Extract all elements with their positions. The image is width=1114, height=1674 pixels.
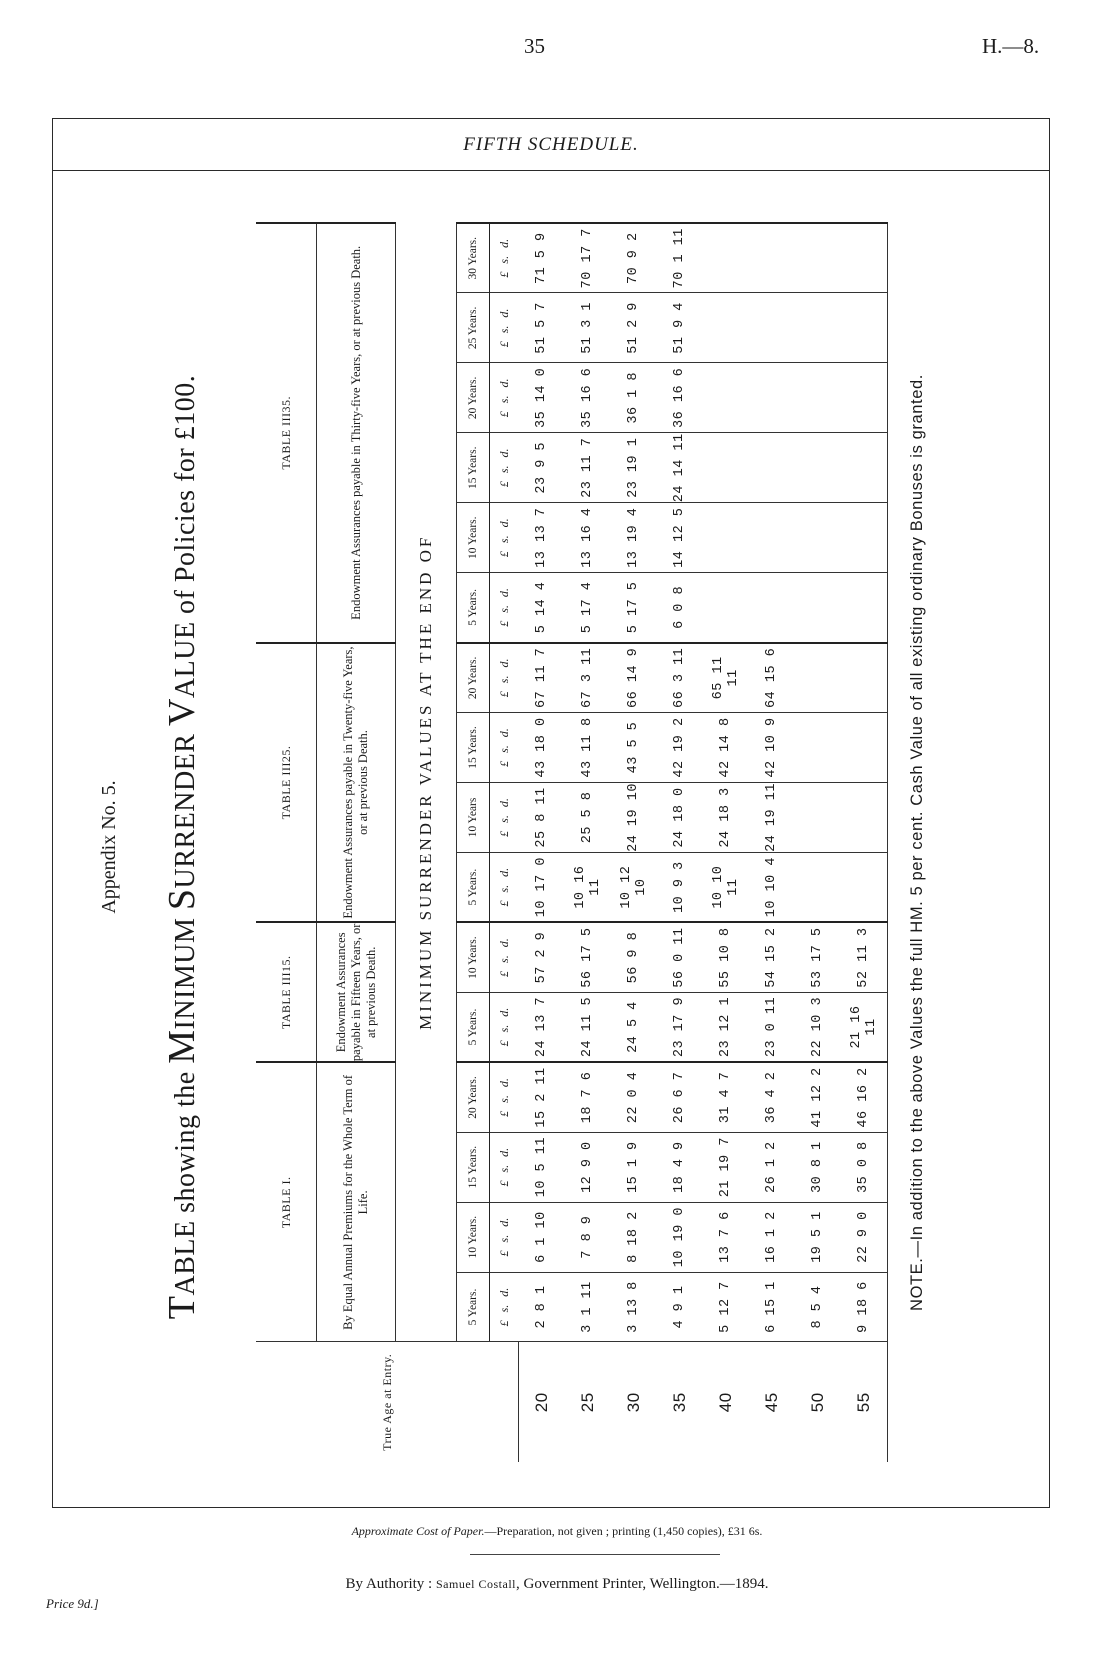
surrender-value: 35 14 0: [518, 363, 565, 433]
surrender-value: [795, 783, 841, 853]
surrender-value: [749, 293, 795, 363]
unit-pound: £: [496, 271, 511, 278]
surrender-value: 51 3 1: [565, 293, 611, 363]
surrender-value: 10 17 0: [518, 852, 565, 922]
unit-shilling: s.: [496, 675, 511, 684]
years-column-header: 20 Years.: [457, 363, 490, 433]
surrender-value: [795, 573, 841, 643]
surrender-value: 56 9 8: [611, 922, 657, 992]
surrender-value: 24 13 7: [518, 992, 565, 1062]
surrender-value: [841, 852, 888, 922]
surrender-value: 25 5 8: [565, 783, 611, 853]
unit-labels: [490, 713, 519, 783]
unit-shilling: s.: [496, 325, 511, 334]
unit-pence: d.: [496, 867, 511, 877]
unit-pound: £: [496, 1320, 511, 1327]
years-column-header: 10 Years.: [457, 922, 490, 992]
surrender-value: 42 19 2: [657, 713, 703, 783]
surrender-value: 10 9 3: [657, 852, 703, 922]
surrender-value: 15 2 11: [518, 1062, 565, 1132]
surrender-value: [841, 293, 888, 363]
unit-labels: [490, 363, 519, 433]
entry-age: 35: [657, 1342, 703, 1462]
surrender-value: 43 11 8: [565, 713, 611, 783]
surrender-value: [841, 363, 888, 433]
surrender-value: 66 3 11: [657, 643, 703, 713]
years-column-header: 20 Years.: [457, 1062, 490, 1132]
table-group-name: TABLE I.: [256, 1062, 317, 1342]
years-column-header: 5 Years.: [457, 992, 490, 1062]
surrender-value: [749, 503, 795, 573]
surrender-value: 51 9 4: [657, 293, 703, 363]
surrender-value: 6 15 1: [749, 1272, 795, 1342]
surrender-value: [749, 223, 795, 293]
surrender-value: [749, 433, 795, 503]
document-code: H.—8.: [982, 34, 1040, 58]
unit-labels: [490, 643, 519, 713]
surrender-value: 70 17 7: [565, 223, 611, 293]
surrender-value: [795, 713, 841, 783]
surrender-value: [703, 573, 749, 643]
surrender-value: [795, 503, 841, 573]
surrender-value: 5 17 5: [611, 573, 657, 643]
unit-pence: d.: [496, 658, 511, 668]
table-row: [749, 223, 795, 1462]
surrender-value: 12 9 0: [565, 1132, 611, 1202]
surrender-value: 13 13 7: [518, 503, 565, 573]
table-group-name: TABLE III35.: [256, 223, 317, 643]
entry-age: 45: [749, 1342, 795, 1462]
unit-pence: d.: [496, 1147, 511, 1157]
surrender-value: [795, 433, 841, 503]
unit-pound: £: [496, 481, 511, 488]
surrender-value: [749, 573, 795, 643]
years-column-header: 25 Years.: [457, 293, 490, 363]
surrender-value: 43 5 5: [611, 713, 657, 783]
appendix-label: Appendix No. 5.: [98, 780, 120, 914]
surrender-value: [841, 223, 888, 293]
surrender-value: 70 9 2: [611, 223, 657, 293]
unit-labels: [490, 573, 519, 643]
surrender-value: 24 5 4: [611, 992, 657, 1062]
surrender-value: 5 14 4: [518, 573, 565, 643]
unit-pence: d.: [496, 798, 511, 808]
unit-pence: d.: [496, 378, 511, 388]
unit-shilling: s.: [496, 395, 511, 404]
surrender-value-table: [256, 222, 948, 1462]
surrender-value: 22 10 3: [795, 992, 841, 1062]
surrender-value: [841, 783, 888, 853]
surrender-value: 21 16 11: [841, 992, 888, 1062]
unit-pence: d.: [496, 308, 511, 318]
surrender-value: 10 16 11: [565, 852, 611, 922]
unit-shilling: s.: [496, 1164, 511, 1173]
surrender-value: 6 0 8: [657, 573, 703, 643]
surrender-value: 71 5 9: [518, 223, 565, 293]
surrender-value: [703, 293, 749, 363]
unit-pence: d.: [496, 1217, 511, 1227]
unit-pence: d.: [496, 1007, 511, 1017]
surrender-value: 16 1 2: [749, 1202, 795, 1272]
surrender-value: 18 4 9: [657, 1132, 703, 1202]
unit-shilling: s.: [496, 1095, 511, 1103]
surrender-value: 2 8 1: [518, 1272, 565, 1342]
unit-shilling: s.: [496, 465, 511, 474]
unit-labels: [490, 1062, 519, 1132]
surrender-value: 31 4 7: [703, 1062, 749, 1132]
surrender-value: 42 10 9: [749, 713, 795, 783]
surrender-value: 10 5 11: [518, 1132, 565, 1202]
age-column-header: True Age at Entry.: [256, 1342, 518, 1462]
surrender-value: 3 1 11: [565, 1272, 611, 1342]
table-row: [703, 223, 749, 1462]
surrender-value: 36 1 8: [611, 363, 657, 433]
surrender-value: 15 1 9: [611, 1132, 657, 1202]
surrender-value: 18 7 6: [565, 1062, 611, 1132]
years-column-header: 10 Years: [457, 783, 490, 853]
surrender-value: 65 11 11: [703, 643, 749, 713]
unit-shilling: s.: [496, 535, 511, 544]
surrender-value: 46 16 2: [841, 1062, 888, 1132]
unit-labels: [490, 992, 519, 1062]
table-row: [611, 223, 657, 1462]
surrender-value: 51 2 9: [611, 293, 657, 363]
surrender-value: 23 0 11: [749, 992, 795, 1062]
entry-age: 40: [703, 1342, 749, 1462]
unit-pence: d.: [496, 1287, 511, 1297]
unit-labels: [490, 1272, 519, 1342]
printer-authority: By Authority : Samuel Costall, Government Printer, Wellington.—1894.: [345, 1576, 769, 1592]
surrender-value: 13 7 6: [703, 1202, 749, 1272]
table-row: [565, 223, 611, 1462]
unit-shilling: s.: [496, 815, 511, 823]
surrender-value: 42 14 8: [703, 713, 749, 783]
unit-pence: d.: [496, 238, 511, 248]
surrender-value: 36 4 2: [749, 1062, 795, 1132]
table-group-description: Endowment Assurances payable in Fifteen Years, or at previous Death.: [317, 922, 396, 1062]
surrender-value: 35 16 6: [565, 363, 611, 433]
unit-pound: £: [496, 1250, 511, 1257]
table-row: [518, 223, 565, 1462]
surrender-value: 70 1 11: [657, 223, 703, 293]
minimum-values-header: MINIMUM SURRENDER VALUES AT THE END OF: [396, 223, 457, 1342]
years-column-header: 5 Years.: [457, 1272, 490, 1342]
unit-pound: £: [496, 760, 511, 767]
table-row: [657, 223, 703, 1462]
surrender-value: 22 9 0: [841, 1202, 888, 1272]
years-column-header: 10 Years.: [457, 503, 490, 573]
surrender-value: 57 2 9: [518, 922, 565, 992]
years-column-header: 5 Years.: [457, 852, 490, 922]
surrender-value: 67 11 7: [518, 643, 565, 713]
bonus-note: NOTE.—In addition to the above Values the full HM. 5 per cent. Cash Value of all existing ordinary Bonuses is granted.: [887, 223, 948, 1462]
unit-pound: £: [496, 970, 511, 977]
surrender-value: [795, 223, 841, 293]
table-row: [795, 223, 841, 1462]
entry-age: 30: [611, 1342, 657, 1462]
surrender-value: 13 19 4: [611, 503, 657, 573]
surrender-value: 66 14 9: [611, 643, 657, 713]
surrender-value: [749, 363, 795, 433]
surrender-value: [795, 643, 841, 713]
unit-shilling: s.: [496, 745, 511, 753]
surrender-value: 24 18 0: [657, 783, 703, 853]
surrender-value: [841, 713, 888, 783]
unit-labels: [490, 783, 519, 853]
unit-pound: £: [496, 620, 511, 627]
surrender-value: [703, 433, 749, 503]
surrender-value: 5 12 7: [703, 1272, 749, 1342]
surrender-value: 22 0 4: [611, 1062, 657, 1132]
unit-shilling: s.: [496, 884, 511, 893]
unit-labels: [490, 1202, 519, 1272]
surrender-value: 6 1 10: [518, 1202, 565, 1272]
schedule-title: FIFTH SCHEDULE.: [53, 119, 1049, 171]
unit-pence: d.: [496, 518, 511, 528]
unit-labels: [490, 293, 519, 363]
unit-pence: d.: [496, 448, 511, 458]
years-column-header: 10 Years.: [457, 1202, 490, 1272]
surrender-value: 14 12 5: [657, 503, 703, 573]
surrender-value: 56 0 11: [657, 922, 703, 992]
unit-shilling: s.: [496, 1304, 511, 1313]
unit-pound: £: [496, 691, 511, 698]
unit-labels: [490, 922, 519, 992]
surrender-value: 10 19 0: [657, 1202, 703, 1272]
years-column-header: 30 Years.: [457, 223, 490, 293]
surrender-value: 55 10 8: [703, 922, 749, 992]
unit-pound: £: [496, 551, 511, 558]
surrender-value: 43 18 0: [518, 713, 565, 783]
unit-pence: d.: [496, 938, 511, 948]
years-column-header: 15 Years.: [457, 713, 490, 783]
unit-shilling: s.: [496, 955, 511, 963]
surrender-value: 54 15 2: [749, 922, 795, 992]
unit-labels: [490, 852, 519, 922]
surrender-value: 24 14 11: [657, 433, 703, 503]
entry-age: 20: [518, 1342, 565, 1462]
surrender-value: 8 5 4: [795, 1272, 841, 1342]
unit-labels: [490, 223, 519, 293]
unit-shilling: s.: [496, 1234, 511, 1243]
surrender-value: 24 19 11: [749, 783, 795, 853]
table-group-description: Endowment Assurances payable in Twenty-five Years, or at previous Death.: [317, 643, 396, 923]
unit-pound: £: [496, 1180, 511, 1187]
surrender-value: 19 5 1: [795, 1202, 841, 1272]
surrender-value: 23 17 9: [657, 992, 703, 1062]
surrender-value: 7 8 9: [565, 1202, 611, 1272]
surrender-value: 9 18 6: [841, 1272, 888, 1342]
unit-labels: [490, 1132, 519, 1202]
page-number: 35: [524, 34, 545, 58]
surrender-value: 51 5 7: [518, 293, 565, 363]
main-title: TABLE showing the MINIMUM SURRENDER VALUE of Policies for £100.: [161, 374, 203, 1320]
table-group-description: Endowment Assurances payable in Thirty-five Years, or at previous Death.: [317, 223, 396, 643]
surrender-value: 23 9 5: [518, 433, 565, 503]
surrender-value: 21 19 7: [703, 1132, 749, 1202]
cost-note: Approximate Cost of Paper.—Preparation, not given ; printing (1,450 copies), £31 6s.: [351, 1524, 763, 1538]
surrender-value: 24 19 10: [611, 783, 657, 853]
surrender-value: [703, 223, 749, 293]
surrender-value: 67 3 11: [565, 643, 611, 713]
surrender-value: [841, 573, 888, 643]
table-group-name: TABLE III25.: [256, 643, 317, 923]
unit-pound: £: [496, 1040, 511, 1047]
surrender-value: 10 10 11: [703, 852, 749, 922]
surrender-value: 8 18 2: [611, 1202, 657, 1272]
surrender-value: 41 12 2: [795, 1062, 841, 1132]
surrender-value: 53 17 5: [795, 922, 841, 992]
surrender-value: 30 8 1: [795, 1132, 841, 1202]
surrender-value: 35 0 8: [841, 1132, 888, 1202]
unit-pence: d.: [496, 588, 511, 598]
entry-age: 50: [795, 1342, 841, 1462]
unit-shilling: s.: [496, 255, 511, 264]
surrender-value: [841, 643, 888, 713]
surrender-value: [795, 293, 841, 363]
surrender-value: 26 1 2: [749, 1132, 795, 1202]
surrender-value: [795, 852, 841, 922]
table-group-description: By Equal Annual Premiums for the Whole Term of Life.: [317, 1062, 396, 1342]
surrender-value: [841, 503, 888, 573]
price-label: Price 9d.]: [46, 1596, 99, 1611]
unit-pound: £: [496, 411, 511, 418]
surrender-value: [703, 363, 749, 433]
surrender-value: 36 16 6: [657, 363, 703, 433]
unit-shilling: s.: [496, 1024, 511, 1033]
table-group-name: TABLE III15.: [256, 922, 317, 1062]
years-column-header: 15 Years.: [457, 433, 490, 503]
years-column-header: 5 Years.: [457, 573, 490, 643]
surrender-value: 10 10 4: [749, 852, 795, 922]
rotated-table-region: [60, 202, 958, 1492]
surrender-value: 56 17 5: [565, 922, 611, 992]
unit-labels: [490, 433, 519, 503]
unit-shilling: s.: [496, 605, 511, 613]
unit-labels: [490, 503, 519, 573]
surrender-value: 23 11 7: [565, 433, 611, 503]
entry-age: 25: [565, 1342, 611, 1462]
surrender-value: 24 18 3: [703, 783, 749, 853]
surrender-value: 4 9 1: [657, 1272, 703, 1342]
surrender-value: [795, 363, 841, 433]
table-row: [841, 223, 888, 1462]
unit-pound: £: [496, 900, 511, 907]
surrender-value: [703, 503, 749, 573]
surrender-value: 10 12 10: [611, 852, 657, 922]
surrender-value: 52 11 3: [841, 922, 888, 992]
years-column-header: 15 Years.: [457, 1132, 490, 1202]
unit-pence: d.: [496, 728, 511, 738]
surrender-value: 23 19 1: [611, 433, 657, 503]
surrender-value: 13 16 4: [565, 503, 611, 573]
surrender-value: 64 15 6: [749, 643, 795, 713]
unit-pence: d.: [496, 1078, 511, 1088]
surrender-value: 5 17 4: [565, 573, 611, 643]
unit-pound: £: [496, 1110, 511, 1117]
surrender-value: [841, 433, 888, 503]
unit-pound: £: [496, 830, 511, 837]
surrender-value: 25 8 11: [518, 783, 565, 853]
surrender-value: 24 11 5: [565, 992, 611, 1062]
unit-pound: £: [496, 341, 511, 348]
divider: [470, 1554, 720, 1555]
surrender-value: 26 6 7: [657, 1062, 703, 1132]
entry-age: 55: [841, 1342, 888, 1462]
years-column-header: 20 Years.: [457, 643, 490, 713]
surrender-value: 3 13 8: [611, 1272, 657, 1342]
surrender-value: 23 12 1: [703, 992, 749, 1062]
